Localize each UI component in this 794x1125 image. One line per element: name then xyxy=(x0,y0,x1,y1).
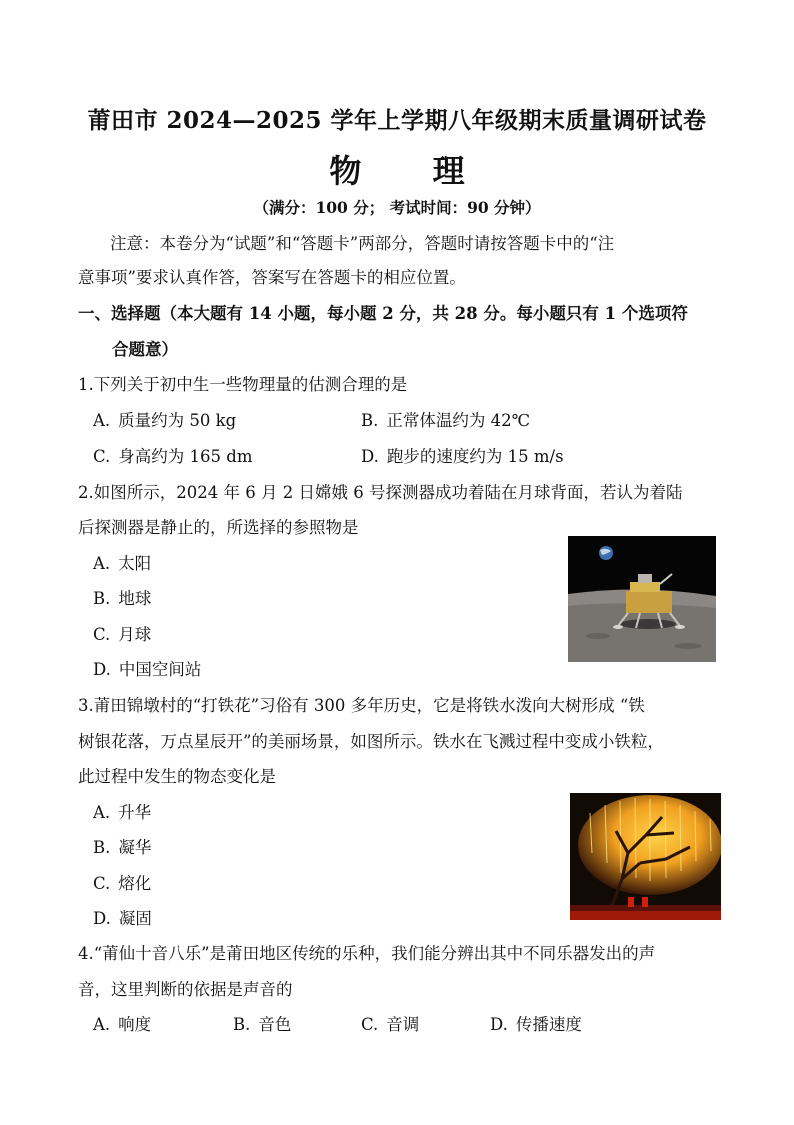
question-1-option-a xyxy=(93,413,236,430)
question-2-option-c xyxy=(93,627,151,644)
option-text: 地球 xyxy=(118,589,152,608)
exam-title: 莆田市 2024—2025 学年上学期八年级期末质量调研试卷 xyxy=(87,107,707,134)
option-letter: B. xyxy=(93,589,111,608)
option-text: 音色 xyxy=(258,1015,292,1034)
option-text: 月球 xyxy=(118,625,152,644)
exam-meta: （满分：100 分； 考试时间：90 分钟） xyxy=(253,198,541,217)
question-3-option-a xyxy=(93,805,151,822)
option-text: 身高约为 165 dm xyxy=(118,447,253,466)
lunar-lander-illustration xyxy=(568,536,716,662)
question-1-option-c xyxy=(93,449,253,466)
question-2-option-d xyxy=(93,662,201,679)
option-letter: C. xyxy=(361,1015,379,1034)
question-4-option-b xyxy=(233,1017,291,1034)
option-text: 音调 xyxy=(386,1015,420,1034)
option-text: 熔化 xyxy=(118,874,152,893)
question-3-stem-line-1: 3.莆田锦墩村的“打铁花”习俗有 300 多年历史，它是将铁水泼向大树形成 “铁 xyxy=(78,696,645,715)
question-1-option-b xyxy=(361,413,530,430)
question-3-option-c xyxy=(93,876,151,893)
question-2-stem-line-1: 2.如图所示，2024 年 6 月 2 日嫦娥 6 号探测器成功着陆在月球背面，若认为着陆 xyxy=(78,483,683,502)
iron-flower-photo xyxy=(570,793,721,920)
option-text: 正常体温约为 42℃ xyxy=(386,411,531,430)
option-letter: D. xyxy=(93,909,111,928)
option-letter: C. xyxy=(93,447,111,466)
option-text: 质量约为 50 kg xyxy=(118,411,237,430)
section-heading-line-2: 合题意） xyxy=(112,340,178,359)
option-letter: C. xyxy=(93,625,111,644)
option-text: 凝华 xyxy=(118,838,152,857)
option-text: 跑步的速度约为 15 m/s xyxy=(386,447,564,466)
iron-flower-illustration xyxy=(570,793,721,920)
option-text: 传播速度 xyxy=(515,1015,582,1034)
option-letter: A. xyxy=(93,411,111,430)
question-1-stem: 1.下列关于初中生一些物理量的估测合理的是 xyxy=(78,375,408,394)
option-letter: C. xyxy=(93,874,111,893)
question-4-stem-line-1: 4.“莆仙十音八乐”是莆田地区传统的乐种，我们能分辨出其中不同乐器发出的声 xyxy=(78,944,656,963)
lunar-lander-photo xyxy=(568,536,716,662)
notice-line-1: 注意：本卷分为“试题”和“答题卡”两部分，答题时请按答题卡中的“注 xyxy=(110,234,615,253)
option-letter: D. xyxy=(361,447,379,466)
question-2-option-b xyxy=(93,591,151,608)
question-1-option-d xyxy=(361,449,564,466)
option-letter: A. xyxy=(93,554,111,573)
option-letter: D. xyxy=(490,1015,508,1034)
option-text: 响度 xyxy=(118,1015,152,1034)
question-2-option-a xyxy=(93,556,151,573)
question-3-stem-line-2: 树银花落，万点星辰开”的美丽场景，如图所示。铁水在飞溅过程中变成小铁粒， xyxy=(78,732,664,751)
question-4-option-c xyxy=(361,1017,419,1034)
question-2-stem-line-2: 后探测器是静止的，所选择的参照物是 xyxy=(78,518,359,537)
question-3-stem-line-3: 此过程中发生的物态变化是 xyxy=(78,767,276,786)
option-letter: A. xyxy=(93,803,111,822)
notice-line-2: 意事项”要求认真作答，答案写在答题卡的相应位置。 xyxy=(78,268,466,287)
question-4-stem-line-2: 音，这里判断的依据是声音的 xyxy=(78,980,293,999)
question-3-option-b xyxy=(93,840,151,857)
question-4-option-d xyxy=(490,1017,582,1034)
option-letter: B. xyxy=(361,411,379,430)
option-letter: A. xyxy=(93,1015,111,1034)
option-letter: B. xyxy=(93,838,111,857)
question-4-option-a xyxy=(93,1017,151,1034)
option-letter: B. xyxy=(233,1015,251,1034)
subject-title: 物 理 xyxy=(329,152,495,190)
option-text: 太阳 xyxy=(118,554,152,573)
section-heading-line-1: 一、选择题（本大题有 14 小题，每小题 2 分，共 28 分。每小题只有 1 个选项符 xyxy=(78,304,688,323)
question-3-option-d xyxy=(93,911,152,928)
option-letter: D. xyxy=(93,660,111,679)
option-text: 中国空间站 xyxy=(118,660,202,679)
option-text: 凝固 xyxy=(118,909,152,928)
option-text: 升华 xyxy=(118,803,152,822)
